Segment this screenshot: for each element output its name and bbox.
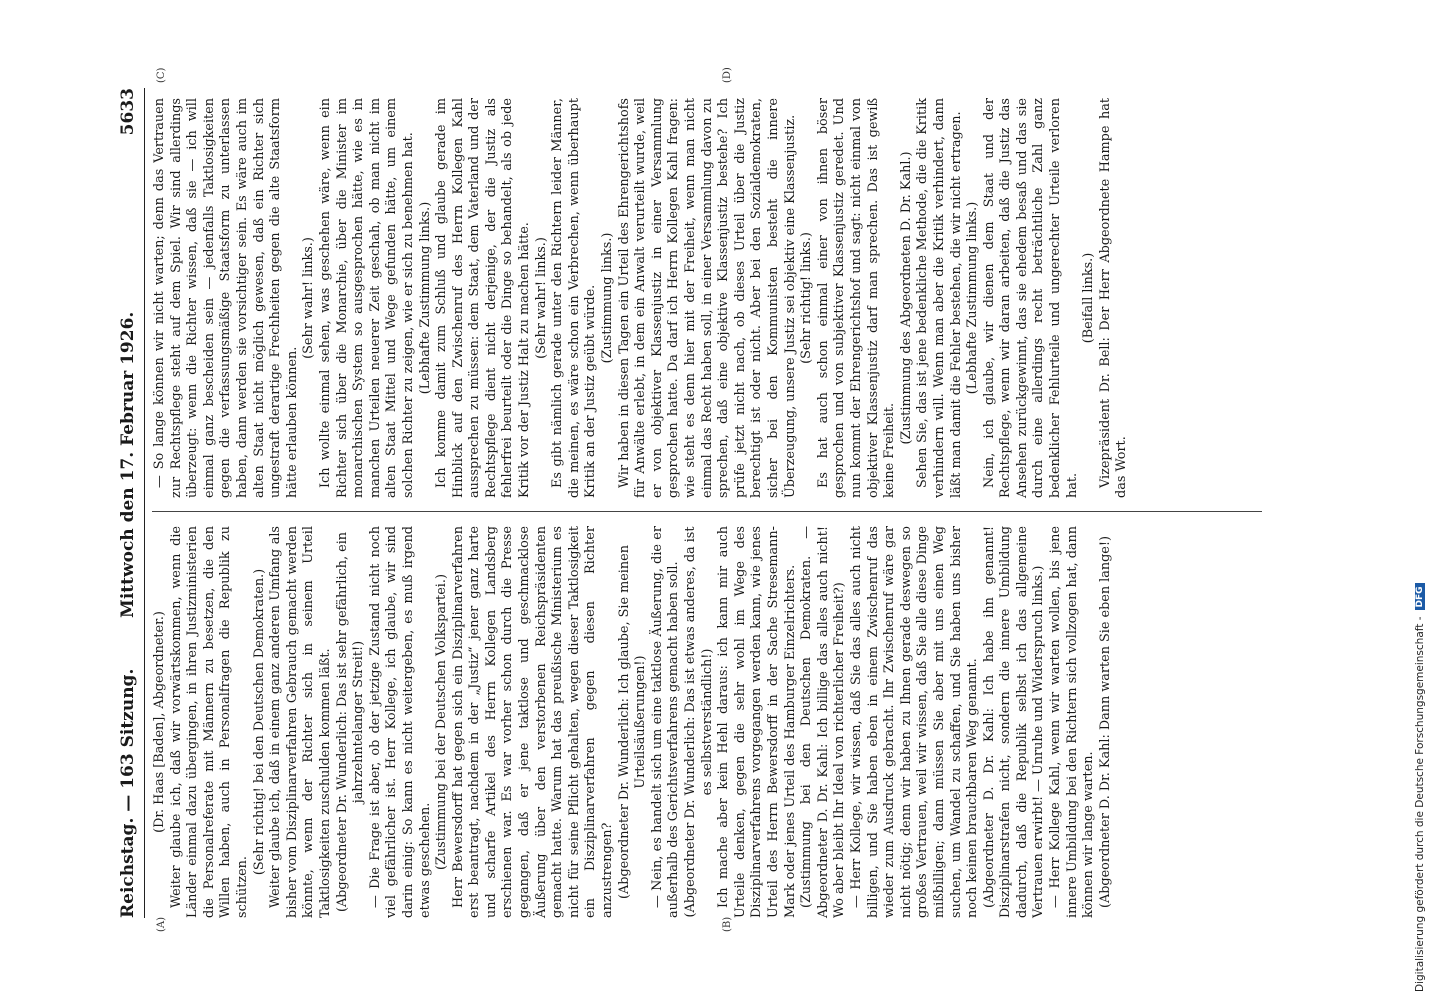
paragraph: Weiter glaube ich, daß wir vorwärtskommen, wenn die Länder einmal dazu übergingen, in ihren Justizministerien die Personalreferate mit Männern zu besetzen, die den Willen haben, auch in Personalfragen die Republik zu schützen. — [168, 526, 250, 918]
paragraph: (Abgeordneter Dr. Wunderlich: Das ist sehr gefährlich, ein jahrzehntelanger Streit!) — [334, 531, 367, 913]
paragraph: (Zustimmung bei den Deutschen Demokraten. — Abgeordneter D. Dr. Kahl: Ich billige das alles auch nicht! Wo aber bleibt Ihr Ideal von richterlicher Freiheit?) — [799, 526, 848, 918]
page-header — [112, 88, 145, 918]
paragraph: (Abgeordneter Dr. Wunderlich: Ich glaube, Sie meinen Urteilsäußerungen!) — [616, 545, 649, 899]
paragraph: (Lebhafte Zustimmung links.) — [417, 201, 433, 395]
paragraph: Sehen Sie, das ist jene bedenkliche Methode, die die Kritik verhindern will. Wenn man aber die Kritik verhindert, dann läßt man damit die Fehler bestehen, die wir nicht ertragen. — [915, 98, 964, 498]
header-left: Reichstag. — 163 Sitzung. — [118, 668, 138, 918]
paragraph: — So lange können wir nicht warten; denn das Vertrauen zur Rechtspflege steht auf dem Spiel. Wir sind allerdings überzeugt: wenn die Richter wissen, daß sie — ich will einmal ganz bescheiden sein — jedenfalls Taktlosigkeiten gegen die verfassungsmäßige Staatsform zu unterlassen haben, dann werden sie vorsichtiger sein. Es wäre auch im alten Staat nicht möglich gewesen, daß ein Richter sich ungestraft derartige Frechheiten gegen die alte Staatsform hätte erlauben können. — [152, 98, 300, 498]
text-column-left — [152, 526, 1114, 918]
paragraph: (Abgeordneter Dr. Wunderlich: Das ist etwas anderes, da ist es selbstverständlich!) — [683, 526, 715, 918]
document-sheet — [112, 67, 1272, 932]
paragraph: (Lebhafte Zustimmung links.) — [965, 201, 981, 395]
paragraph: (Abgeordneter D. Dr. Kahl: Dann warten Sie eben lange!) — [1097, 535, 1113, 909]
scanned-page — [112, 67, 1272, 932]
header-date: Mittwoch den 17. Februar 1926. — [118, 311, 138, 618]
paragraph: Nein, ich glaube, wir dienen dem Staat und der Rechtspflege, wenn wir daran arbeiten, daß die Justiz das Ansehen zurückgewinnt, das sie ehedem besaß und das sie durch eine allerdings recht beträchtliche Zahl ganz bedenklicher Fehlurteile und ungerechter Urteile verloren hat. — [981, 98, 1080, 498]
paragraph: Wir haben in diesen Tagen ein Urteil des Ehrengerichtshofs für Anwälte erlebt, in dem ein Anwalt verurteilt wurde, weil er von objektiver Klassenjustiz in einer Versammlung gesprochen hatte. Da darf ich Herrn Kollegen Kahl fragen: wie steht es denn hier mit der Freiheit, wenn man nicht einmal das Recht haben soll, in einer Versammlung davon zu sprechen, daß eine objektive Klassenjustiz bestehe? Ich prüfe jetzt nicht nach, ob dieses Urteil über die Justiz berechtigt ist oder nicht. Aber bei den Sozialdemokraten, sicher bei den Kommunisten besteht die innere Überzeugung, unsere Justiz sei objektiv eine Klassenjustiz. — [616, 98, 798, 498]
paragraph: (Sehr wahr! links.) — [301, 237, 317, 359]
paragraph: (Abgeordneter D. Dr. Kahl: Ich habe ihn genannt! Disziplinarstrafen nicht, sondern die innere Umbildung dadurch, daß die Republik selbst ich das allgemeine Vertrauen erwirbt! — Unruhe und Widerspruch links.) — [981, 526, 1047, 918]
paragraph: (Zustimmung des Abgeordneten D. Dr. Kahl.) — [898, 151, 914, 445]
margin-mark-a: (A) — [156, 916, 167, 932]
paragraph: Vizepräsident Dr. Bell: Der Herr Abgeordnete Hampe hat das Wort. — [1097, 98, 1130, 498]
text-column-right — [152, 98, 1131, 498]
dfg-logo: DFG — [1415, 583, 1425, 610]
paragraph: (Sehr wahr! links.) — [533, 237, 549, 359]
margin-mark-d: (D) — [722, 67, 733, 83]
page-number: 5633 — [118, 88, 138, 136]
paragraph: — Herr Kollege, wir wissen, daß Sie das alles auch nicht billigen, und Sie haben eben in einem Zwischenruf das wieder zum Ausdruck gebracht. Ihr Zwischenruf wäre gar nicht nötig; denn wir haben zu Ihnen gerade deswegen so großes Vertrauen, weil wir wissen, daß Sie alle diese Dinge mißbilligen; dann müssen Sie aber mit uns einen Weg suchen, um Wandel zu schaffen, und Sie haben uns bisher noch keinen brauchbaren Weg genannt. — [848, 526, 981, 918]
paragraph: (Dr. Haas [Baden], Abgeordneter.) — [152, 611, 167, 833]
margin-mark-c: (C) — [156, 67, 167, 83]
paragraph: Weiter glaube ich, daß in einem ganz anderen Umfang als bisher vom Disziplinarverfahren Gebrauch gemacht werden könnte, wenn der Richter sich in seinem Urteil Taktlosigkeiten zuschulden kommen läßt. — [268, 526, 333, 918]
paragraph: Ich wollte einmal sehen, was geschehen wäre, wenn ein Richter sich über die Monarchie, über die Minister im monarchischen System so ausgesprochen hätte, wie es in manchen Urteilen neuerer Zeit geschah, ob man nicht im alten Staat Mittel und Wege gefunden hätte, um einem solchen Richter zu zeigen, wie er sich zu benehmen hat. — [317, 98, 416, 498]
paragraph: — Herr Kollege Kahl, wenn wir warten wollen, bis jene innere Umbildung bei den Richtern sich vollzogen hat, dann können wir lange warten. — [1048, 526, 1097, 918]
paragraph: (Sehr richtig! bei den Deutschen Demokraten.) — [251, 568, 267, 876]
paragraph: (Zustimmung bei der Deutschen Volkspartei.) — [434, 574, 450, 870]
column-divider — [152, 511, 1262, 512]
paragraph: (Sehr richtig! links.) — [799, 232, 815, 364]
margin-mark-b: (B) — [722, 916, 733, 932]
paragraph: Ich komme damit zum Schluß und glaube gerade im Hinblick auf den Zwischenruf des Herrn Kollegen Kahl aussprechen zu müssen: dem Staat, dem Vaterland und der Rechtspflege dient nicht derjenige, der die Justiz als fehlerfrei beurteilt oder die Dinge so behandelt, als ob jede Kritik vor der Justiz Halt zu machen hätte. — [434, 98, 533, 498]
paragraph: — Nein, es handelt sich um eine taktlose Äußerung, die er außerhalb des Gerichtsverfahrens gemacht haben soll. — [649, 526, 682, 918]
paragraph: Ich mache aber kein Hehl daraus: ich kann mir auch Urteile denken, gegen die sehr wohl im Wege des Disziplinarverfahrens vorgegangen werden kann, wie jenes Urteil des Herrn Bewersdorff in der Sache Stresemann-Mark oder jenes Urteil des Hamburger Einzelrichters. — [716, 526, 798, 918]
paragraph: — Die Frage ist aber, ob der jetzige Zustand nicht noch viel gefährlicher ist. Herr Kollege, ich glaube, wir sind darin einig: So kann es nicht weitergeben, es muß irgend etwas geschehen. — [367, 526, 433, 918]
paragraph: (Beifall links.) — [1081, 252, 1097, 344]
digitization-note — [1412, 8, 1428, 992]
paragraph: Es hat auch schon einmal einer von ihnen böser gesprochen und von subjektiver Klassenjustiz geredet. Und nun kommt der Ehrengerichtshof und sagt: nicht einmal von objektiver Klassenjustiz darf man sprechen. Das ist gewiß keine Freiheit. — [815, 98, 898, 498]
paragraph: (Zustimmung links.) — [600, 232, 616, 364]
paragraph: Es gibt nämlich gerade unter den Richtern leider Männer, die meinen, es wäre schon ein Verbrechen, wenn überhaupt Kritik an der Justiz geübt würde. — [550, 98, 599, 498]
paragraph: Herr Bewersdorff hat gegen sich ein Disziplinarverfahren erst beantragt, nachdem in der „Justiz“ jener ganz harte und scharfe Artikel des Herrn Kollegen Landsberg erschienen war. Es war vorher schon durch die Presse gegangen, daß er jene taktlose und geschmacklose Äußerung über den verstorbenen Reichspräsidenten gemacht hatte. Warum hat das preußische Ministerium es nicht für seine Pflicht gehalten, wegen dieser Taktlosigkeit ein Disziplinarverfahren gegen diesen Richter anzustrengen? — [450, 526, 616, 918]
digitization-text: Digitalisierung gefördert durch die Deutsche Forschungsgemeinschaft - — [1414, 616, 1426, 992]
